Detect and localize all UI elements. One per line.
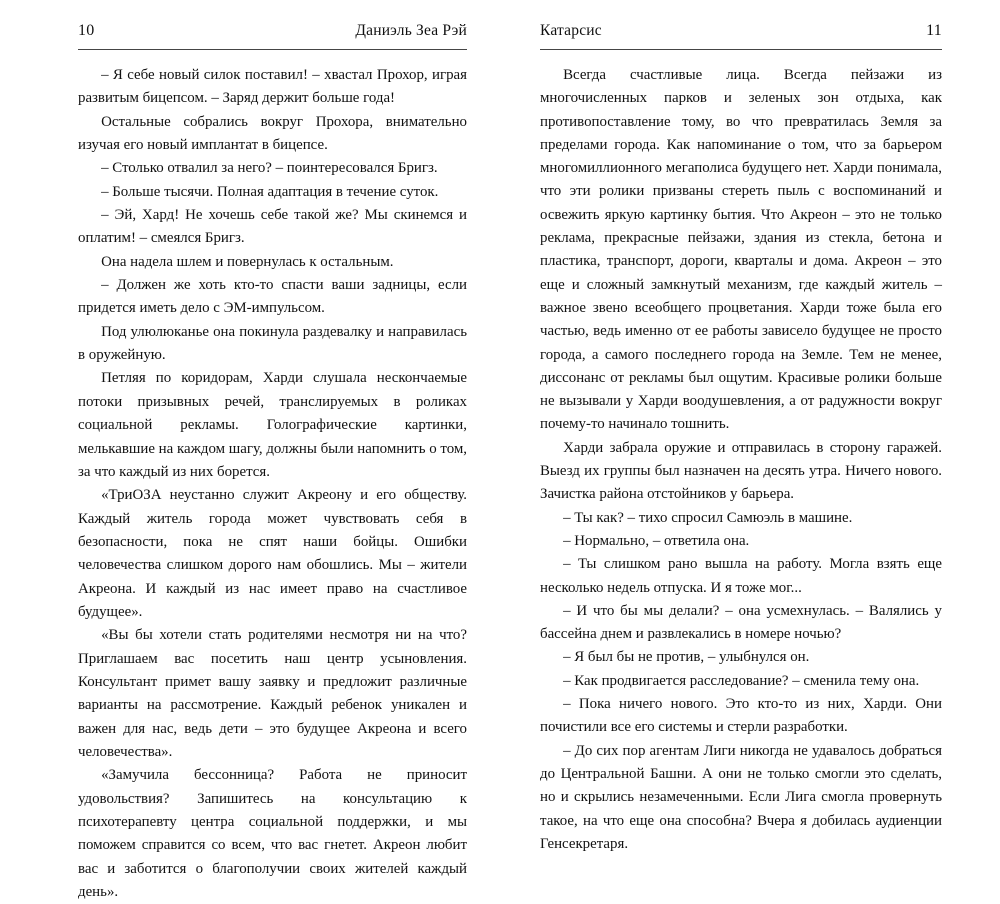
paragraph: – Я себе новый силок поставил! – хвастал Прохор, играя развитым бицепсом. – Заряд держит больше года!: [78, 67, 467, 107]
running-title-author: Даниэль Зеа Рэй: [355, 22, 467, 39]
paragraph: – Столько отвалил за него? – поинтересовался Бригз.: [101, 160, 438, 177]
paragraph: Всегда счастливые лица. Всегда пейзажи из многочисленных парков и зеленых зон отдыха, как противопоставление тому, во что превратилась Земля за пределами города. Как напоминание о том, что за барьером многомиллионного мегаполиса будущего нет. Харди понимала, что эти ролики призваны стереть пыль с воспоминаний и освежить яркую картинку бытия. Что Акреон – это не только реклама, прекрасные пейзажи, здания из стекла, бетона и пластика, транспорт, дороги, кварталы и дома. Акреон – это еще и сложный замкнутый механизм, где каждый житель – важное звено всеобщего процветания. Харди тоже была его частью, ведь именно от ее работы зависело будущее не просто города, а самого последнего города на Земле. Тем не менее, диссонанс от рекламы был ощутим. Красивые ролики больше не вызывали у Харди воодушевления, а от радужности вокруг почему-то начинало тошнить.: [540, 67, 942, 433]
body-text-left: [78, 64, 467, 904]
body-text-right: [540, 64, 942, 856]
paragraph: – Должен же хоть кто-то спасти ваши задницы, если придется иметь дело с ЭМ-импульсом.: [78, 277, 467, 317]
page-left: [0, 0, 500, 901]
paragraph: – Как продвигается расследование? – сменила тему она.: [563, 672, 920, 689]
page-number-right: 11: [926, 22, 942, 39]
paragraph: Она надела шлем и повернулась к остальным.: [101, 253, 394, 270]
running-head-left: [78, 22, 467, 48]
running-title-book: Катарсис: [540, 22, 602, 39]
paragraph: Под улюлюканье она покинула раздевалку и направилась в оружейную.: [78, 323, 467, 364]
paragraph: – Эй, Хард! Не хочешь себе такой же? Мы скинемся и оплатим! – смеялся Бригз.: [78, 207, 467, 247]
paragraph: – И что бы мы делали? – она усмехнулась. – Валялись у бассейна днем и развлекались в номере ночью?: [540, 602, 942, 643]
paragraph: Петляя по коридорам, Харди слушала нескончаемые потоки призывных речей, транслируемых в роликах социальной рекламы. Голографические картинки, мелькавшие на каждом шагу, должны были напомнить о том, за что каждый из них борется.: [78, 370, 467, 480]
paragraph: Остальные собрались вокруг Прохора, внимательно изучая его новый имплантат в бицепсе.: [78, 113, 467, 154]
paragraph: – Ты как? – тихо спросил Самюэль в машине.: [563, 509, 853, 526]
paragraph: – Нормально, – ответила она.: [563, 532, 750, 549]
paragraph: – Я был бы не против, – улыбнулся он.: [563, 649, 810, 666]
paragraph: «Замучила бессонница? Работа не приносит удовольствия? Запишитесь на консультацию к психотерапевту центра социальной поддержки, и мы поможем справится со всем, что вас гнетет. Акреон любит вас и заботится о благополучии своих жителей каждый день».: [78, 767, 467, 901]
header-rule-left: [78, 49, 467, 50]
paragraph: – До сих пор агентам Лиги никогда не удавалось добраться до Центральной Башни. А они не только смогли это сделать, но и скрылись незамеченными. Если Лига смогла провернуть такое, на что еще она способна? Вчера я добилась аудиенции Генсекретаря.: [540, 742, 942, 852]
paragraph: – Больше тысячи. Полная адаптация в течение суток.: [101, 183, 439, 200]
paragraph: – Пока ничего нового. Это кто-то из них, Харди. Они почистили все его системы и стерли разработки.: [540, 696, 942, 736]
header-rule-right: [540, 49, 942, 50]
page-right: [500, 0, 1000, 852]
running-head-right: [540, 22, 942, 48]
paragraph: Харди забрала оружие и отправилась в сторону гаражей. Выезд их группы был назначен на десять утра. Ничего нового. Зачистка района отстойников у барьера.: [540, 439, 942, 503]
page-number-left: 10: [78, 22, 95, 39]
paragraph: – Ты слишком рано вышла на работу. Могла взять еще несколько недель отпуска. И я тоже мог...: [540, 556, 942, 596]
paragraph: «ТриОЗА неустанно служит Акреону и его обществу. Каждый житель города может чувствовать себя в безопасности, пока не спят наши бойцы. Ошибки человечества слишком дорого нам обошлись. Мы – жители Акреона. И каждый из нас имеет право на счастливое будущее».: [78, 487, 467, 620]
paragraph: «Вы бы хотели стать родителями несмотря ни на что? Приглашаем вас посетить наш центр усыновления. Консультант примет вашу заявку и предложит различные варианты на рассмотрение. Каждый ребенок уникален и важен для нас, ведь дети – это будущее Акреона и всего человечества».: [78, 627, 467, 760]
